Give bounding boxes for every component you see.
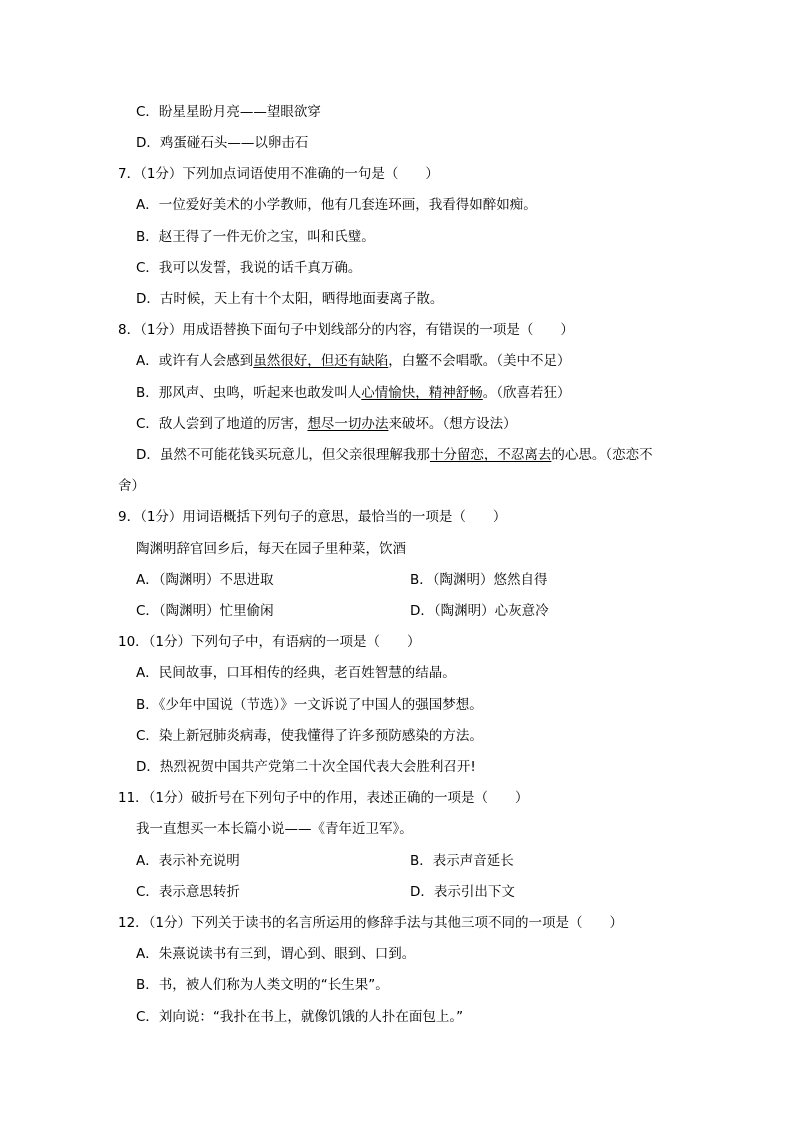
- q11-option-b: B．表示声音延长: [410, 853, 514, 869]
- q9-stem: 9．（1分）用词语概括下列句子的意思，最恰当的一项是（ ）: [118, 509, 507, 525]
- q8-option-d: [136, 446, 653, 464]
- q9-option-c: C．（陶渊明）忙里偷闲: [136, 603, 274, 619]
- q8-option-b-suffix: 。（欣喜若狂）: [482, 385, 571, 401]
- q8-option-b-prefix: B．那风声、虫鸣，听起来也敢发叫人: [136, 385, 362, 401]
- q11-option-c: C．表示意思转折: [136, 884, 240, 900]
- q9-option-d: D．（陶渊明）心灰意冷: [410, 603, 549, 619]
- q8-stem: 8．（1分）用成语替换下面句子中划线部分的内容，有错误的一项是（ ）: [118, 322, 574, 338]
- q11-option-a: A．表示补充说明: [136, 853, 240, 869]
- q11-option-d: D．表示引出下文: [410, 884, 515, 900]
- q8-option-c: [136, 415, 517, 433]
- q9-sentence: 陶渊明辞官回乡后，每天在园子里种菜，饮酒: [136, 541, 406, 557]
- q11-stem: 11．（1分）破折号在下列句子中的作用，表述正确的一项是（ ）: [118, 790, 529, 806]
- q9-option-b: B．（陶渊明）悠然自得: [410, 572, 548, 588]
- q10-option-d: D．热烈祝贺中国共产党第二十次全国代表大会胜利召开!: [136, 759, 476, 775]
- q7-option-d: D．古时候，天上有十个太阳，晒得地面妻离子散。: [136, 291, 444, 307]
- q8-option-a-prefix: A．或许有人会感到: [136, 353, 254, 369]
- q12-option-b: B．书，被人们称为人类文明的“长生果”。: [136, 977, 389, 993]
- q8-option-c-underlined: 想尽一切办法: [307, 416, 389, 432]
- q8-option-b: [136, 384, 571, 402]
- q6-option-d: D．鸡蛋碰石头——以卵击石: [136, 135, 309, 151]
- q10-stem: 10．（1分）下列句子中，有语病的一项是（ ）: [118, 634, 421, 650]
- q8-option-c-prefix: C．敌人尝到了地道的厉害，: [136, 416, 308, 432]
- q10-option-c: C．染上新冠肺炎病毒，使我懂得了许多预防感染的方法。: [136, 728, 483, 744]
- q8-option-a-underlined: 虽然很好，但还有缺陷: [253, 353, 389, 369]
- q8-option-a: [136, 352, 571, 370]
- q9-option-a: A．（陶渊明）不思进取: [136, 572, 274, 588]
- q8-option-d-underlined: 十分留恋，不忍离去: [429, 447, 552, 463]
- q8-option-a-suffix: ，白鳘不会唱歌。（美中不足）: [388, 353, 571, 369]
- q10-option-a: A．民间故事，口耳相传的经典，老百姓智慧的结晶。: [136, 665, 456, 681]
- q7-option-b: B．赵王得了一件无价之宝，叫和氏璧。: [136, 229, 375, 245]
- q12-option-c: C．刘向说：“我扑在书上，就像饥饿的人扑在面包上。”: [136, 1009, 464, 1025]
- q7-option-c: C．我可以发誓，我说的话千真万确。: [136, 260, 362, 276]
- q8-option-b-underlined: 心情愉快，精神舒畅: [361, 385, 483, 401]
- q10-option-b: B．《少年中国说（节选）》一文诉说了中国人的强国梦想。: [136, 697, 483, 713]
- q8-option-d-wrap: 舍）: [118, 478, 145, 494]
- q7-option-a: A．一位爱好美术的小学教师，他有几套连环画，我看得如醉如痴。: [136, 197, 537, 213]
- q6-option-c: C．盼星星盼月亮——望眼欲穿: [136, 104, 321, 120]
- q12-option-a: A．朱熹说读书有三到，谓心到、眼到、口到。: [136, 946, 416, 962]
- q8-option-d-prefix: D．虽然不可能花钱买玩意儿，但父亲很理解我那: [136, 447, 430, 463]
- q11-sentence: 我一直想买一本长篇小说——《青年近卫军》。: [136, 821, 413, 837]
- q8-option-d-suffix: 的心思。（恋恋不: [551, 447, 653, 463]
- q12-stem: 12．（1分）下列关于读书的名言所运用的修辞手法与其他三项不同的一项是（ ）: [118, 915, 624, 931]
- q7-stem: 7．（1分）下列加点词语使用不准确的一句是（ ）: [118, 166, 439, 182]
- q8-option-c-suffix: 来破坏。（想方设法）: [388, 416, 517, 432]
